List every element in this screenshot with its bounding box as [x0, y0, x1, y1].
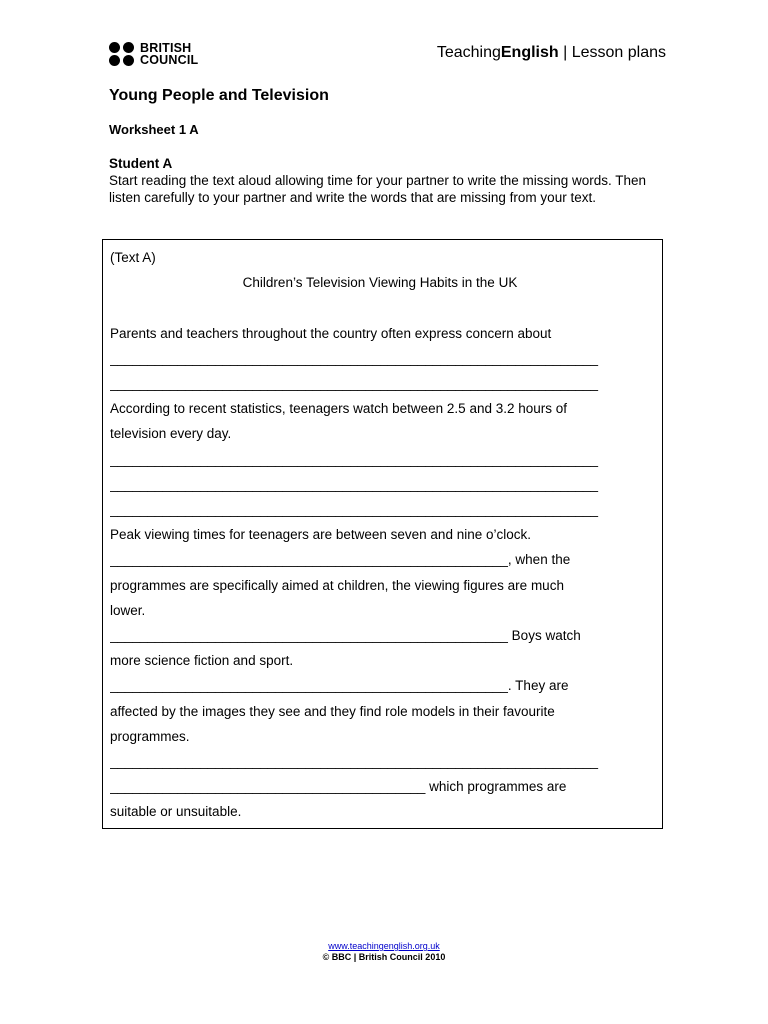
text-line: _________________________________________________________________ [110, 451, 599, 467]
logo-line-2: COUNCIL [140, 53, 199, 67]
text-heading: Children’s Television Viewing Habits in the UK [242, 275, 518, 291]
brand-suffix: | Lesson plans [558, 44, 666, 61]
logo-text [140, 42, 198, 66]
footer-link[interactable]: www.teachingenglish.org.uk [328, 941, 440, 951]
text-lines [110, 295, 662, 824]
text-line: programmes. [110, 728, 190, 744]
page-title: Young People and Television [109, 87, 329, 104]
british-council-logo [109, 42, 198, 66]
logo-line-1: BRITISH [140, 41, 192, 55]
text-line: _________________________________________________________________ [110, 350, 599, 366]
text-line: suitable or unsuitable. [110, 804, 242, 820]
brand-prefix: Teaching [436, 44, 501, 61]
text-line [110, 295, 662, 320]
text-line: _____________________________________________________. They are [110, 678, 569, 694]
text-line: affected by the images they see and they find role models in their favourite [110, 703, 555, 719]
text-label: (Text A) [110, 250, 156, 265]
text-line: __________________________________________ which programmes are [110, 779, 567, 795]
text-line: _________________________________________________________________ [110, 754, 599, 770]
text-line: lower. [110, 602, 146, 618]
text-line: According to recent statistics, teenagers watch between 2.5 and 3.2 hours of [110, 401, 568, 417]
logo-dots-icon [109, 42, 135, 66]
text-line: Parents and teachers throughout the country often express concern about [110, 325, 552, 341]
text-line: more science fiction and sport. [110, 653, 294, 669]
text-box [102, 239, 663, 829]
footer [0, 941, 768, 963]
text-line: _____________________________________________________ Boys watch [110, 628, 581, 644]
text-line: programmes are specifically aimed at children, the viewing figures are much [110, 577, 564, 593]
text-line: _________________________________________________________________ [110, 502, 599, 518]
teaching-english-header [437, 44, 666, 62]
footer-copyright: © BBC | British Council 2010 [322, 952, 446, 962]
brand-bold: English [500, 44, 559, 61]
worksheet-label: Worksheet 1 A [109, 122, 199, 137]
text-line: Peak viewing times for teenagers are between seven and nine o’clock. [110, 527, 531, 543]
text-line: _________________________________________________________________ [110, 376, 599, 392]
text-line: _____________________________________________________, when the [110, 552, 571, 568]
text-line: television every day. [110, 426, 232, 442]
instructions: Start reading the text aloud allowing time for your partner to write the missing words. Then listen carefully to your partner and write the words that are missing from your text. [109, 173, 647, 205]
text-line: _________________________________________________________________ [110, 476, 599, 492]
student-label: Student A [109, 156, 173, 171]
